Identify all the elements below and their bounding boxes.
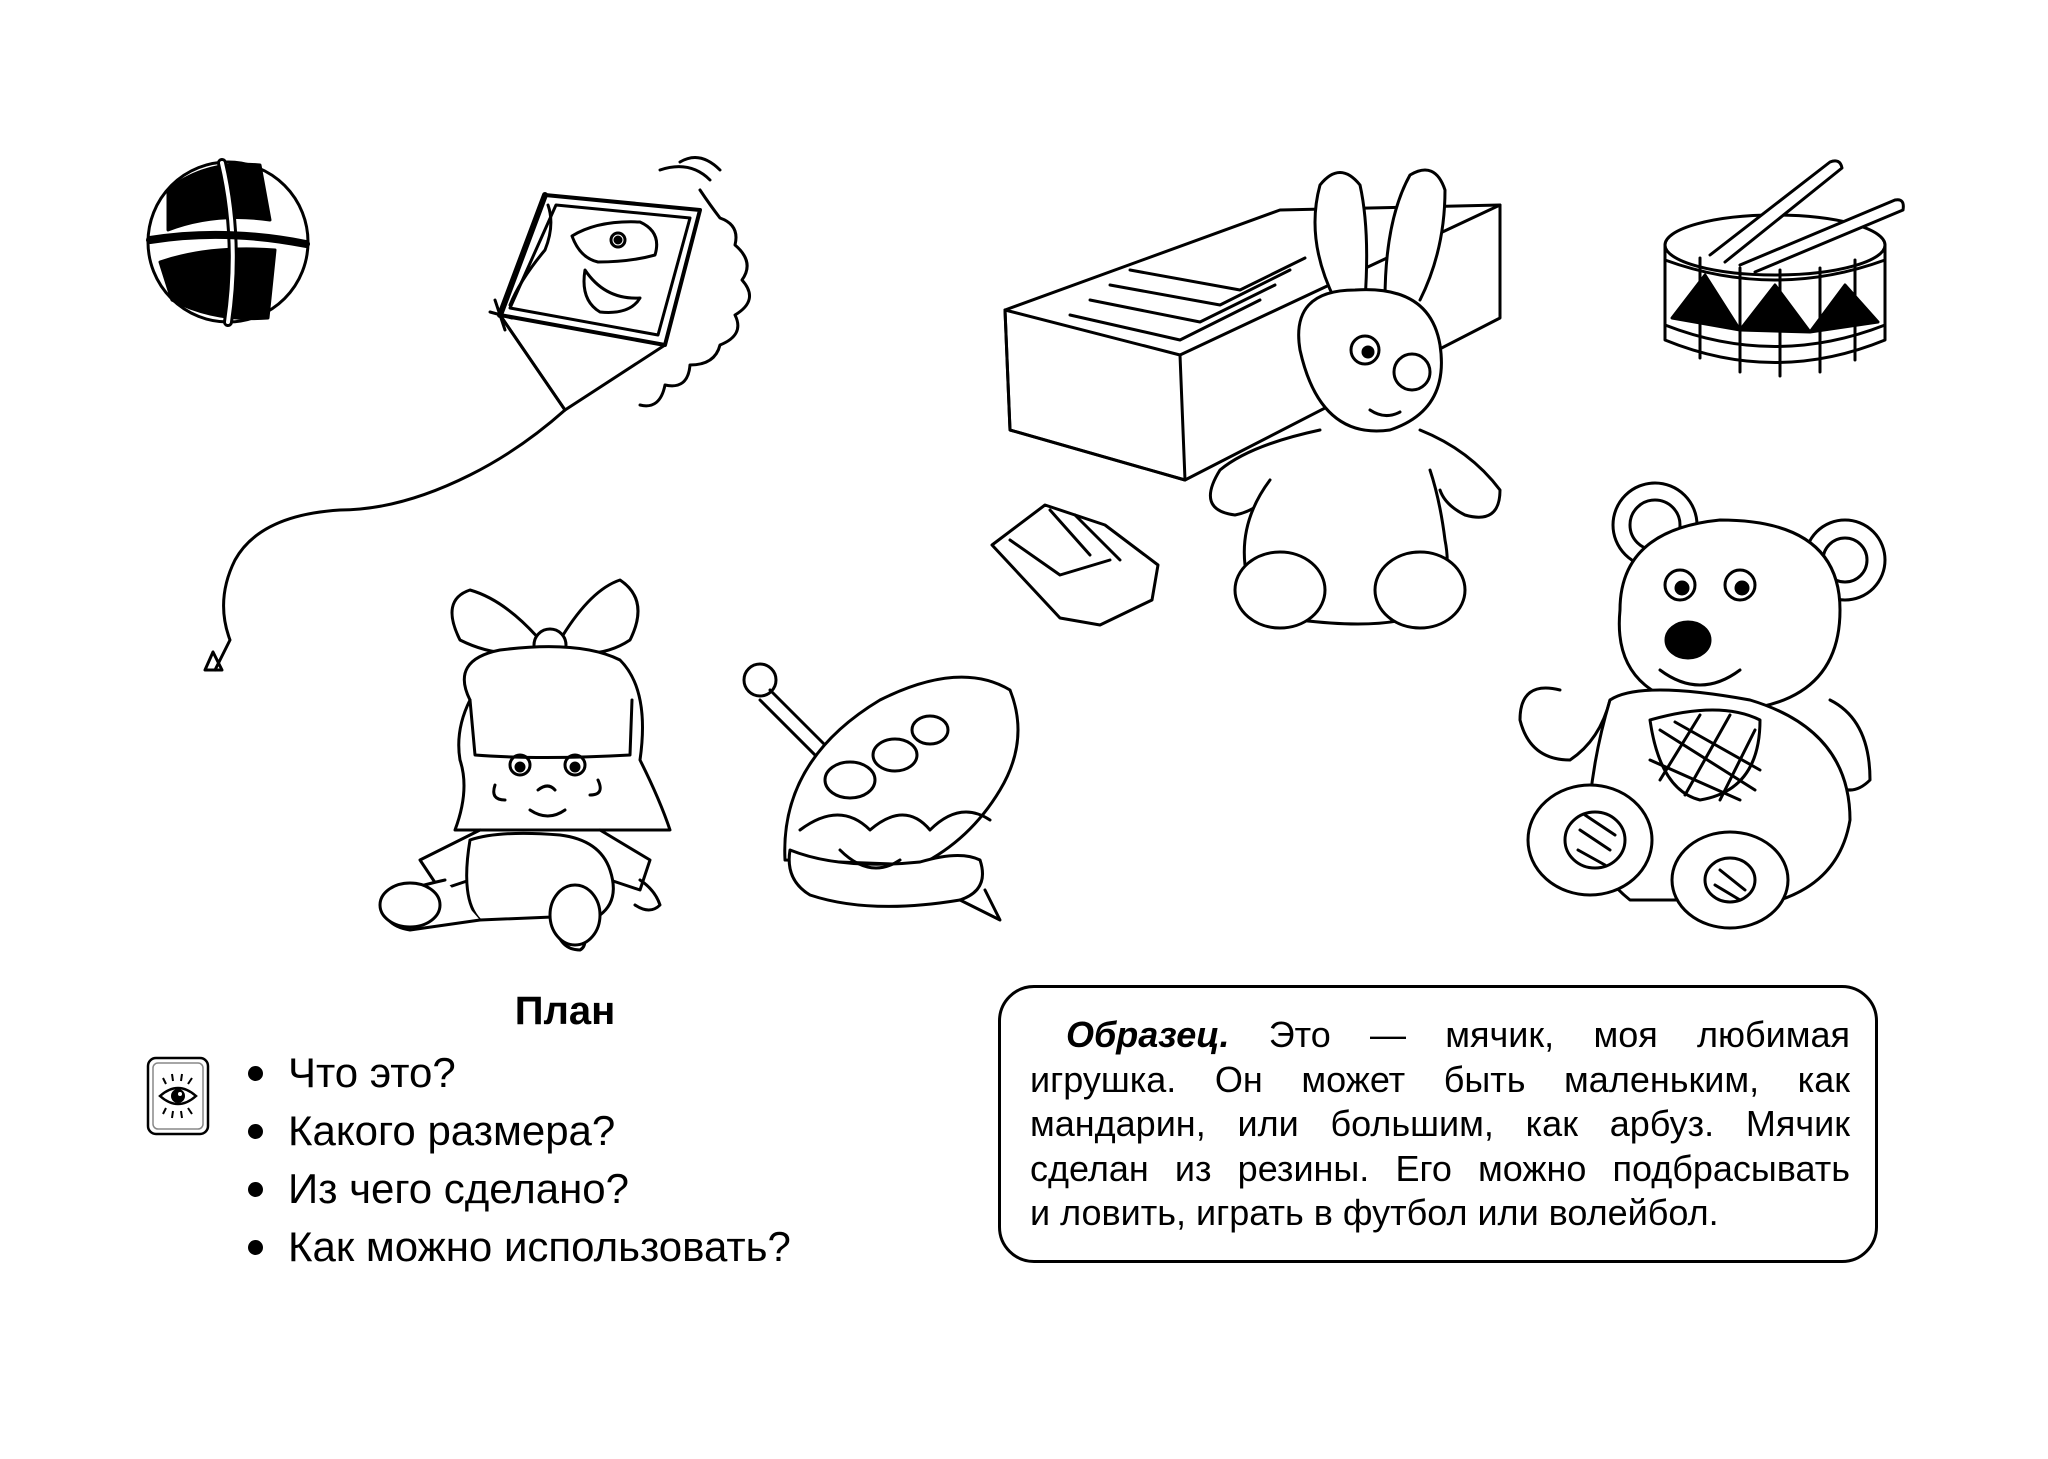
ball-illustration [148, 162, 308, 322]
sample-lead: Образец. [1066, 1014, 1230, 1055]
plan-item [244, 1102, 791, 1160]
bullet-icon [248, 1240, 263, 1255]
sample-line: мандарин, или большим, как арбуз. Мячик [1030, 1103, 1850, 1144]
plan-item [244, 1160, 791, 1218]
eye-icon [146, 1056, 210, 1136]
sample-line: и ловить, играть в футбол или волейбол. [1030, 1192, 1719, 1233]
plan-item [244, 1218, 791, 1276]
sample-line [1030, 1013, 1850, 1058]
sample-line: сделан из резины. Его можно подбрасывать [1030, 1147, 1850, 1189]
plan-list [244, 1044, 791, 1276]
plan-item-text: Какого размера? [288, 1107, 616, 1154]
plan-item-text: Что это? [288, 1049, 456, 1096]
spinning-top-illustration [744, 664, 1018, 920]
bullet-icon [248, 1066, 263, 1081]
drum-illustration [1665, 161, 1903, 376]
sample-line: игрушка. Он может быть маленьким, как [1030, 1058, 1850, 1100]
plan-item [244, 1044, 791, 1102]
bullet-icon [248, 1124, 263, 1139]
plan-item-text: Из чего сделано? [288, 1165, 630, 1212]
bullet-icon [248, 1182, 263, 1197]
plan-item-text: Как можно использовать? [288, 1223, 791, 1270]
sample-text [1030, 1013, 1850, 1236]
sample-line-text: Это — мячик, моя любимая [1268, 1014, 1850, 1055]
plan-title: План [514, 989, 616, 1033]
teddy-bear-illustration [1520, 483, 1885, 928]
doll-illustration [380, 580, 670, 950]
